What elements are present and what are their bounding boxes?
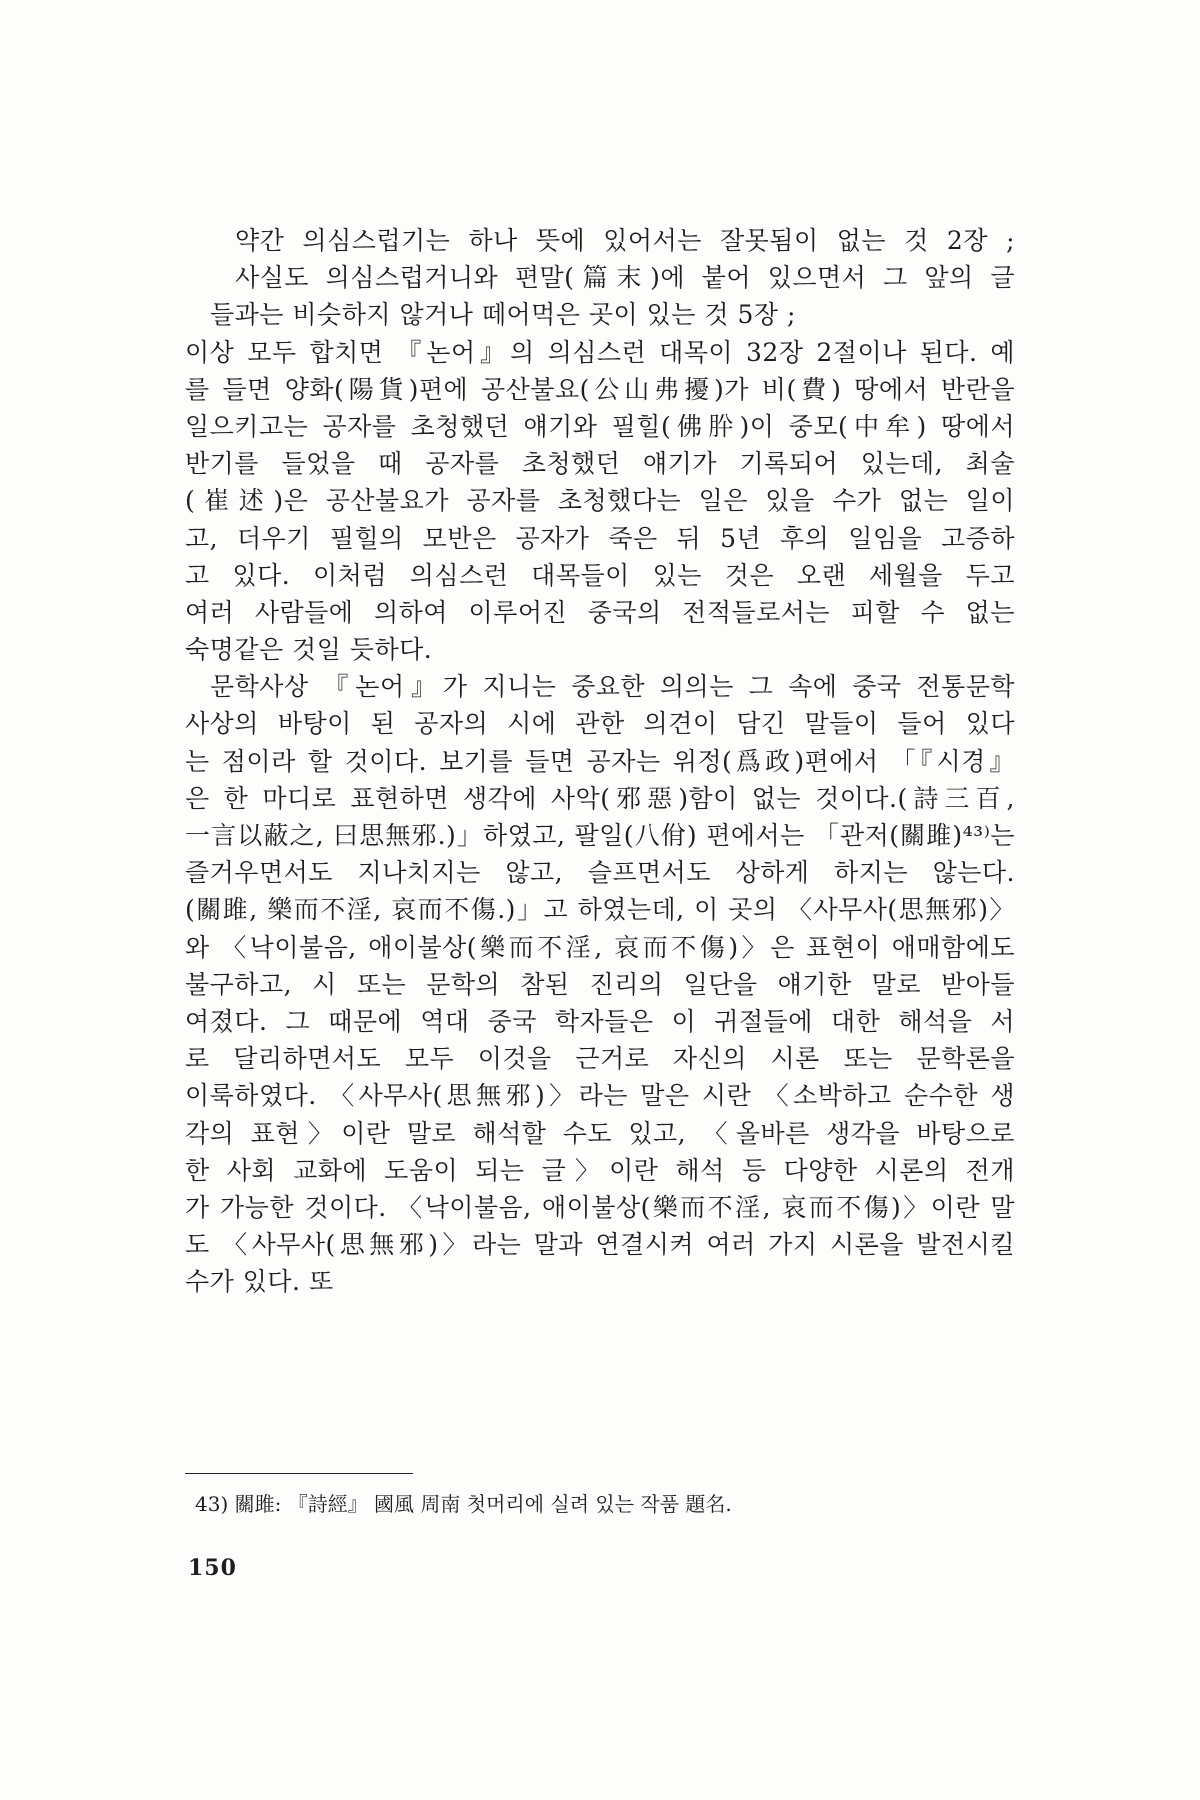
text-line: 一言以蔽之, 曰思無邪.)」하였고, 팔일(八佾) 편에서는 「관저(關雎)⁴³⁾는 <box>185 821 1015 850</box>
text-line: 여졌다. 그 때문에 역대 중국 학자들은 이 귀절들에 대한 해석을 서 <box>185 1006 1015 1036</box>
text-line: 는 점이라 할 것이다. 보기를 들면 공자는 위정(爲政)편에서 「『시경』 <box>185 746 1015 776</box>
text-line: 도 〈사무사(思無邪)〉라는 말과 연결시켜 여러 가지 시론을 발전시킬 <box>185 1230 1015 1260</box>
text-line: 수가 있다. 또 <box>185 1267 334 1297</box>
text-line: 숙명같은 것일 듯하다. <box>185 635 433 665</box>
text-line: 일으키고는 공자를 초청했던 얘기와 필힐(佛肸)이 중모(中牟) 땅에서 <box>185 411 1015 441</box>
text-line: 즐거우면서도 지나치지는 않고, 슬프면서도 상하게 하지는 않는다. <box>185 858 1015 888</box>
text-line: 이상 모두 합치면 『논어』의 의심스런 대목이 32장 2절이나 된다. 예 <box>185 337 1015 367</box>
text-line: 은 한 마디로 표현하면 생각에 사악(邪惡)함이 없는 것이다.(詩三百, <box>185 783 1015 813</box>
text-line: (關雎, 樂而不淫, 哀而不傷.)」고 하였는데, 이 곳의 〈사무사(思無邪)〉 <box>185 895 1015 925</box>
text-line: 가 가능한 것이다. 〈낙이불음, 애이불상(樂而不淫, 哀而不傷)〉이란 말 <box>185 1192 1015 1222</box>
text-line: 여러 사람들에 의하여 이루어진 중국의 전적들로서는 피할 수 없는 <box>185 597 1015 627</box>
text-line: 한 사회 교화에 도움이 되는 글〉이란 해석 등 다양한 시론의 전개 <box>185 1155 1015 1185</box>
text-line: 불구하고, 시 또는 문학의 참된 진리의 일단을 얘기한 말로 받아들 <box>185 969 1015 999</box>
text-line: 로 달리하면서도 모두 이것을 근거로 자신의 시론 또는 문학론을 <box>185 1044 1015 1074</box>
text-line: 고, 더우기 필힐의 모반은 공자가 죽은 뒤 5년 후의 일임을 고증하 <box>185 523 1015 553</box>
page-number: 150 <box>188 1555 237 1581</box>
text-line: 이룩하였다. 〈사무사(思無邪)〉라는 말은 시란 〈소박하고 순수한 생 <box>185 1081 1015 1111</box>
footnote-divider <box>185 1473 413 1474</box>
text-line: 를 들면 양화(陽貨)편에 공산불요(公山弗擾)가 비(費) 땅에서 반란을 <box>185 374 1015 404</box>
text-line: (崔述)은 공산불요가 공자를 초청했다는 일은 있을 수가 없는 일이 <box>185 486 1015 516</box>
text-line: 문학사상 『논어』가 지니는 중요한 의의는 그 속에 중국 전통문학 <box>210 672 1015 702</box>
text-line: 약간 의심스럽기는 하나 뜻에 있어서는 잘못됨이 없는 것 2장 ; <box>235 226 1015 255</box>
body-text <box>185 222 1015 1300</box>
footnote: 43) 關雎: 『詩經』 國風 周南 첫머리에 실려 있는 작품 題名. <box>195 1492 732 1516</box>
text-line: 반기를 들었을 때 공자를 초청했던 얘기가 기록되어 있는데, 최술 <box>185 449 1015 479</box>
text-line: 들과는 비슷하지 않거나 떼어먹은 곳이 있는 것 5장 ; <box>210 300 796 330</box>
text-line: 와 〈낙이불음, 애이불상(樂而不淫, 哀而不傷)〉은 표현이 애매함에도 <box>185 932 1015 962</box>
text-line: 각의 표현〉이란 말로 해석할 수도 있고, 〈올바른 생각을 바탕으로 <box>185 1118 1015 1148</box>
text-line: 사상의 바탕이 된 공자의 시에 관한 의견이 담긴 말들이 들어 있다 <box>185 709 1015 739</box>
text-line: 고 있다. 이처럼 의심스런 대목들이 있는 것은 오랜 세월을 두고 <box>185 560 1015 590</box>
text-line: 사실도 의심스럽거니와 편말(篇末)에 붙어 있으면서 그 앞의 글 <box>235 263 1015 293</box>
